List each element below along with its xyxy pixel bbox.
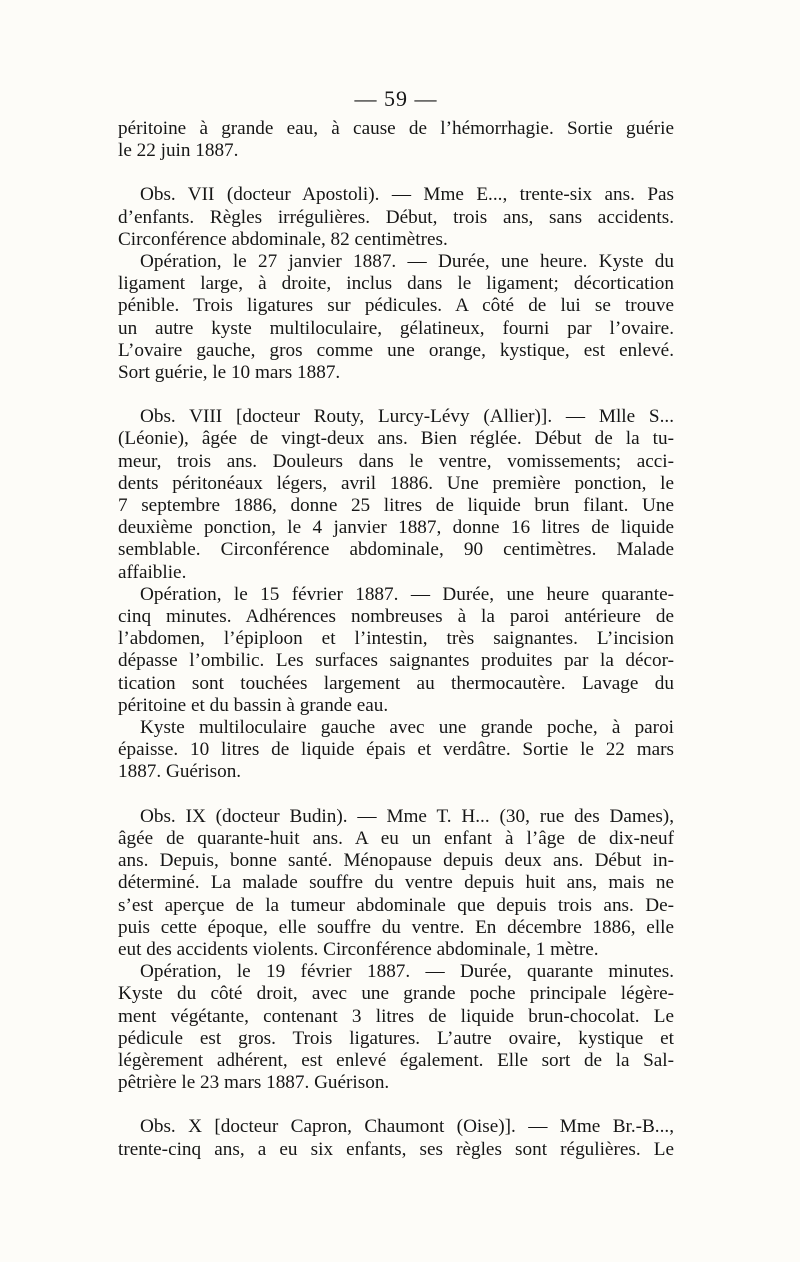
text-line: pêtrière le 23 mars 1887. Guérison. [118, 1072, 390, 1094]
text-line: légèrement adhérent, est enlevé également. Elle sort de la Sal- [118, 1049, 674, 1071]
text-line: Opération, le 15 février 1887. — Durée, une heure quarante- [140, 583, 674, 605]
text-line: le 22 juin 1887. [118, 140, 239, 162]
text-line: Kyste du côté droit, avec une grande poche principale légère- [118, 983, 674, 1005]
text-line: ment végétante, contenant 3 litres de liquide brun-chocolat. Le [118, 1005, 674, 1027]
text-line: Obs. VIII [docteur Routy, Lurcy-Lévy (Allier)]. — Mlle S... [140, 406, 674, 428]
text-line: l’abdomen, l’épiploon et l’intestin, très saignantes. L’incision [118, 628, 674, 650]
observation-ix [118, 806, 674, 1095]
text-line: Circonférence abdominale, 82 centimètres. [118, 228, 448, 250]
text-line: Sort guérie, le 10 mars 1887. [118, 362, 341, 384]
text-line: Obs. X [docteur Capron, Chaumont (Oise)]. — Mme Br.-B..., [140, 1116, 674, 1138]
text-line: (Léonie), âgée de vingt-deux ans. Bien réglée. Début de la tu- [118, 428, 674, 450]
text-line: épaisse. 10 litres de liquide épais et verdâtre. Sortie le 22 mars [118, 739, 674, 761]
text-line: âgée de quarante-huit ans. A eu un enfant à l’âge de dix-neuf [118, 827, 674, 849]
observation-x [118, 1116, 674, 1160]
text-line: puis cette époque, elle souffre du ventre. En décembre 1886, elle [118, 916, 674, 938]
text-line: péritoine et du bassin à grande eau. [118, 694, 389, 716]
page [118, 86, 674, 1161]
text-line: affaiblie. [118, 561, 187, 583]
text-line: 1887. Guérison. [118, 761, 242, 783]
observation-viii [118, 406, 674, 783]
text-line: d’enfants. Règles irrégulières. Début, trois ans, sans accidents. [118, 206, 674, 228]
text-line: péritoine à grande eau, à cause de l’hémorrhagie. Sortie guérie [118, 118, 674, 139]
text-line: pédicule est gros. Trois ligatures. L’autre ovaire, kystique et [118, 1027, 674, 1049]
text-line: pénible. Trois ligatures sur pédicules. A côté de lui se trouve [118, 295, 674, 317]
text-line: Opération, le 27 janvier 1887. — Durée, une heure. Kyste du [140, 251, 674, 273]
text-line: trente-cinq ans, a eu six enfants, ses règles sont régulières. Le [118, 1138, 674, 1160]
text-line: Obs. VII (docteur Apostoli). — Mme E..., trente-six ans. Pas [140, 184, 674, 206]
text-line: tication sont touchées largement au thermocautère. Lavage du [118, 672, 674, 694]
text-line: 7 septembre 1886, donne 25 litres de liquide brun filant. Une [118, 495, 674, 517]
text-line: s’est aperçue de la tumeur abdominale que depuis trois ans. De- [118, 894, 674, 916]
paragraph-continuation [118, 118, 674, 162]
text-line: Obs. IX (docteur Budin). — Mme T. H... (30, rue des Dames), [140, 805, 674, 827]
text-line: ans. Depuis, bonne santé. Ménopause depuis deux ans. Début in- [118, 850, 674, 872]
text-line: dents péritonéaux légers, avril 1886. Une première ponction, le [118, 472, 674, 494]
text-line: eut des accidents violents. Circonférence abdominale, 1 mètre. [118, 938, 599, 960]
observation-vii [118, 184, 674, 384]
text-line: dépasse l’ombilic. Les surfaces saignantes produites par la décor- [118, 650, 674, 672]
text-line: deuxième ponction, le 4 janvier 1887, donne 16 litres de liquide [118, 517, 674, 539]
text-line: ligament large, à droite, inclus dans le ligament; décortication [118, 273, 674, 295]
text-line: cinq minutes. Adhérences nombreuses à la paroi antérieure de [118, 606, 674, 628]
text-line: un autre kyste multiloculaire, gélatineux, fourni par l’ovaire. [118, 317, 674, 339]
text-line: Opération, le 19 février 1887. — Durée, quarante minutes. [140, 961, 674, 983]
text-line: Kyste multiloculaire gauche avec une grande poche, à paroi [140, 717, 674, 739]
page-number: — 59 — [354, 86, 438, 111]
text-line: L’ovaire gauche, gros comme une orange, kystique, est enlevé. [118, 339, 674, 361]
text-line: meur, trois ans. Douleurs dans le ventre, vomissements; acci- [118, 450, 674, 472]
text-line: déterminé. La malade souffre du ventre depuis huit ans, mais ne [118, 872, 674, 894]
text-line: semblable. Circonférence abdominale, 90 centimètres. Malade [118, 539, 674, 561]
